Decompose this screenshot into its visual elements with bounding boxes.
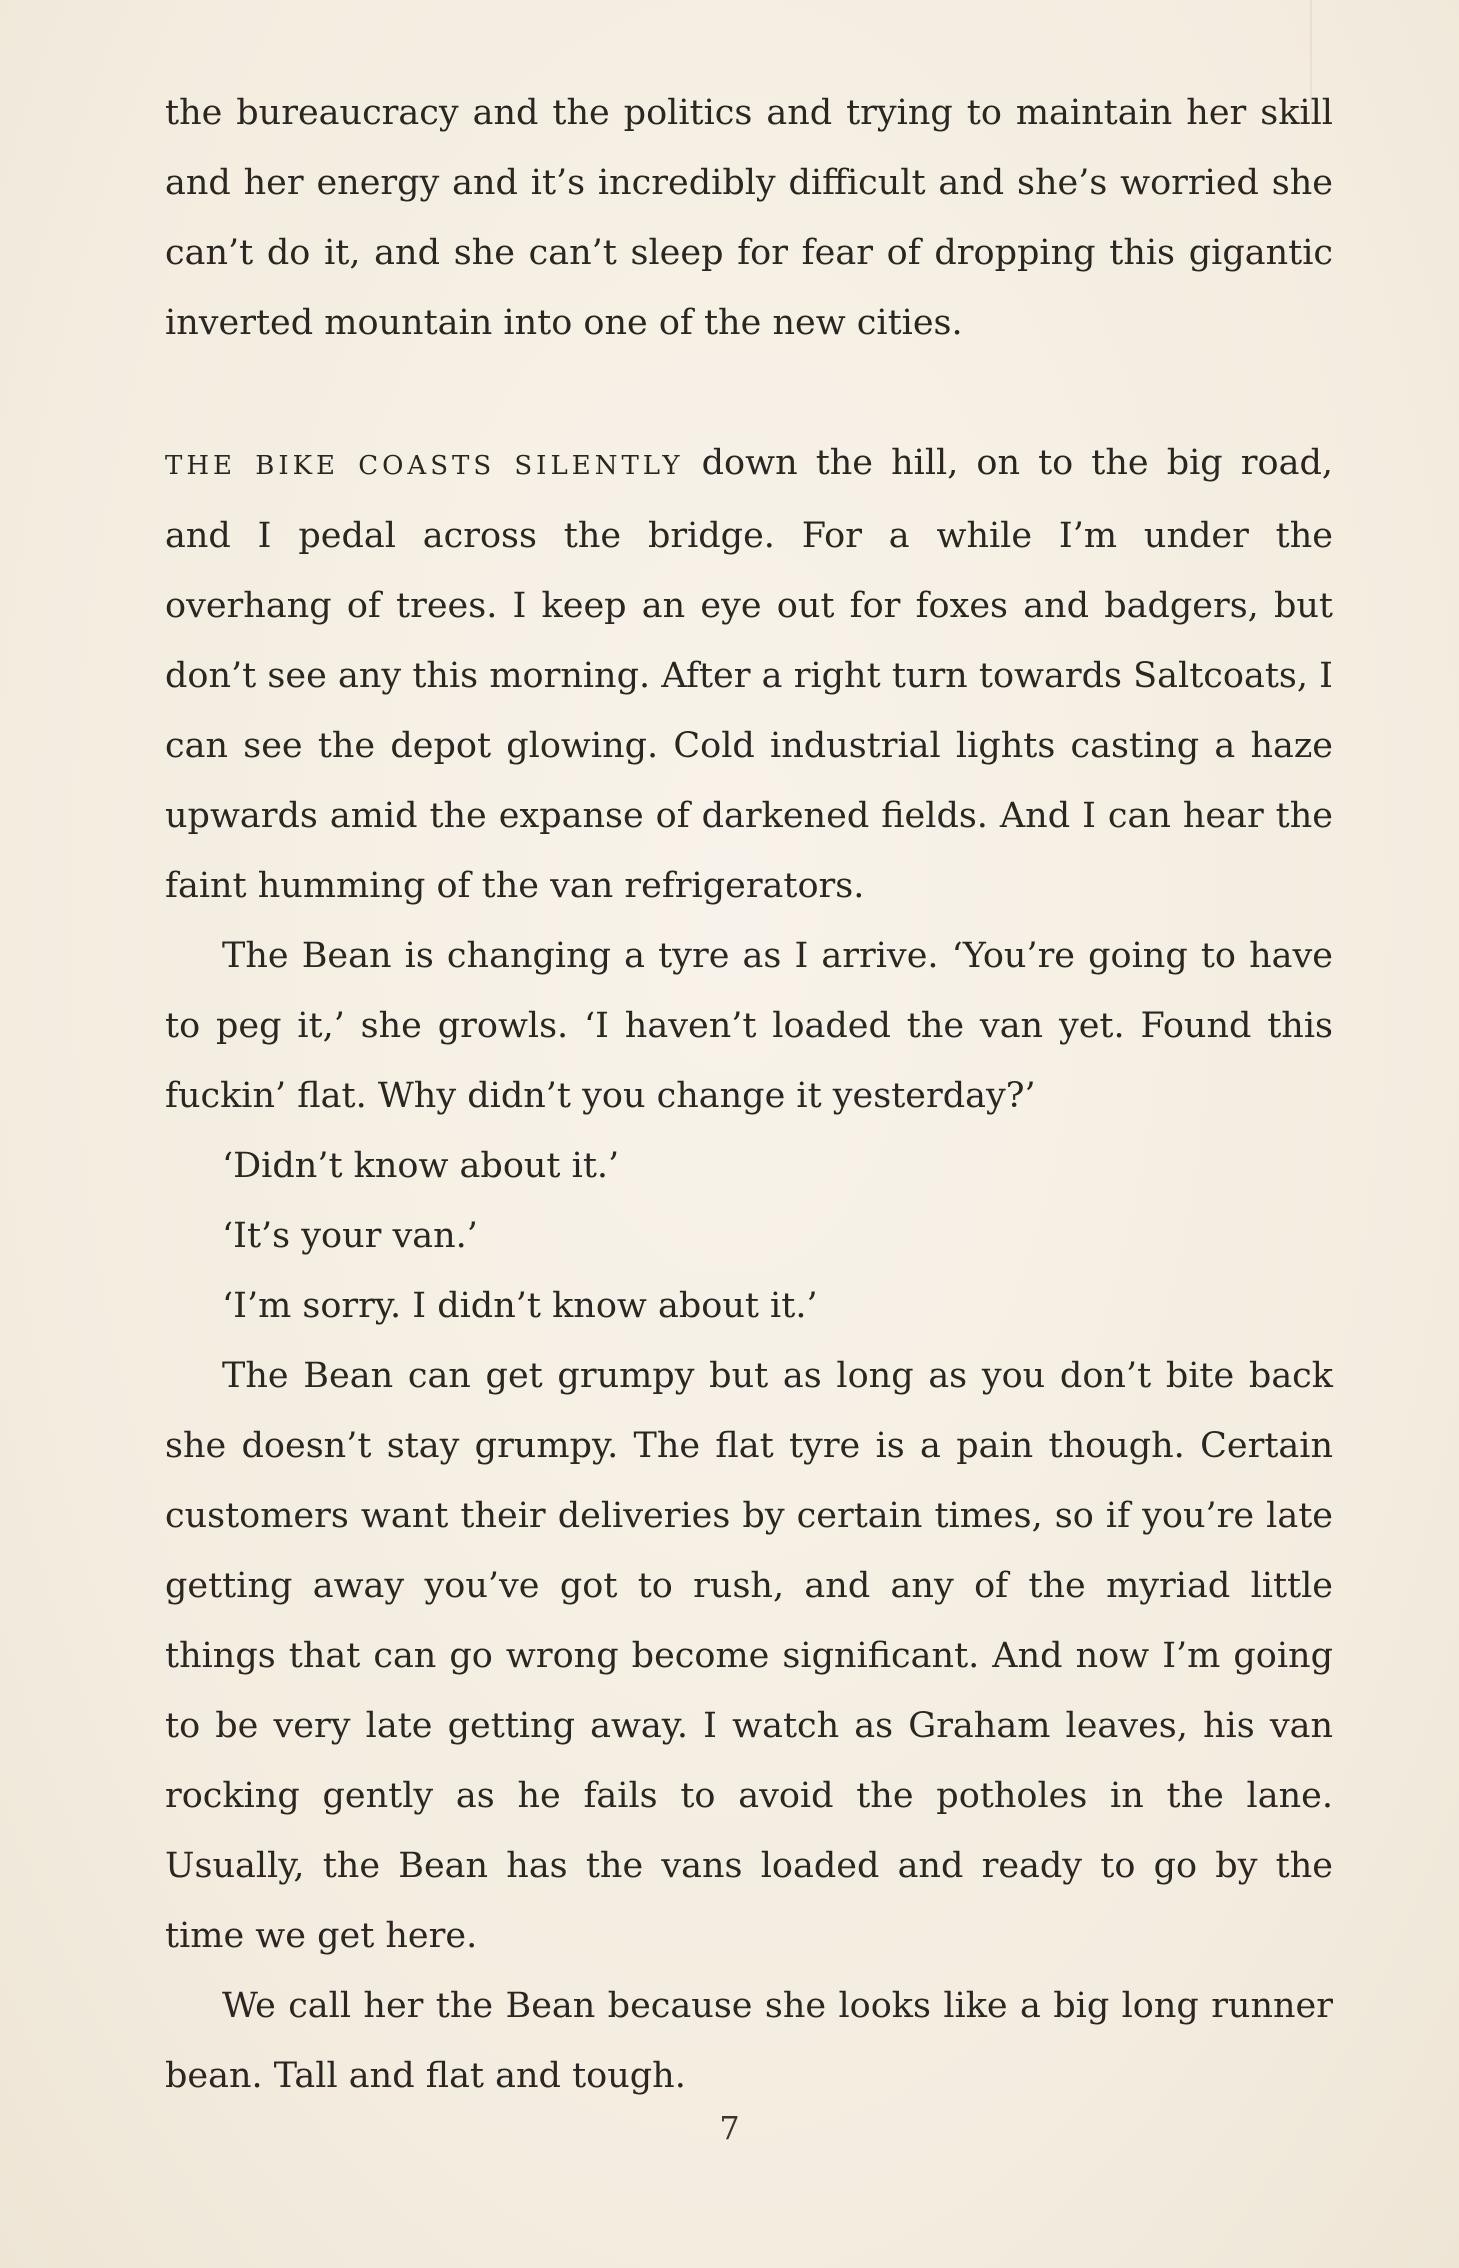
paragraph-continued xyxy=(165,78,1333,358)
paragraph-text: down the hill, on to the big road, and I pedal across the bridge. For a while I’m under the overhang of trees. I keep an eye out for foxes and badgers, but don’t see any this morning. After a right turn towards Saltcoats, I can see the depot glowing. Cold industrial lights casting a haze upwards amid the expanse of darkened fields. And I can hear the faint humming of the van refrigerators. xyxy=(165,443,1333,906)
dialogue-line xyxy=(165,1201,1333,1271)
paragraph-text: ‘It’s your van.’ xyxy=(222,1216,478,1256)
paragraph-text: the bureaucracy and the politics and trying to maintain her skill and her energy and it’s incredibly difficult and she’s worried she can’t do it, and she can’t sleep for fear of dropping this gigantic inverted mountain into one of the new cities. xyxy=(165,93,1333,343)
paragraph xyxy=(165,921,1333,1131)
dialogue-line xyxy=(165,1271,1333,1341)
section-lead-smallcaps: THE BIKE COASTS SILENTLY xyxy=(165,451,684,481)
paragraph-text: ‘I’m sorry. I didn’t know about it.’ xyxy=(222,1286,818,1326)
paragraph-text: The Bean can get grumpy but as long as you don’t bite back she doesn’t stay grumpy. The flat tyre is a pain though. Certain customers want their deliveries by certain times, so if you’re late getting away you’ve got to rush, and any of the myriad little things that can go wrong become significant. And now I’m going to be very late getting away. I watch as Graham leaves, his van rocking gently as he fails to avoid the potholes in the lane. Usually, the Bean has the vans loaded and ready to go by the time we get here. xyxy=(165,1356,1333,1956)
dialogue-line xyxy=(165,1131,1333,1201)
paragraph xyxy=(165,1341,1333,1971)
page-number: 7 xyxy=(719,2109,740,2147)
paragraph-text: The Bean is changing a tyre as I arrive. ‘You’re going to have to peg it,’ she growls. ‘I haven’t loaded the van yet. Found this fuckin’ flat. Why didn’t you change it yesterday?’ xyxy=(165,936,1333,1116)
paragraph-text: We call her the Bean because she looks like a big long runner bean. Tall and flat and tough. xyxy=(165,1986,1333,2096)
section-break xyxy=(165,358,1333,428)
paragraph xyxy=(165,1971,1333,2111)
paragraph-text: ‘Didn’t know about it.’ xyxy=(222,1146,620,1186)
paragraph-section-opening xyxy=(165,428,1333,921)
body-text xyxy=(165,78,1333,2111)
